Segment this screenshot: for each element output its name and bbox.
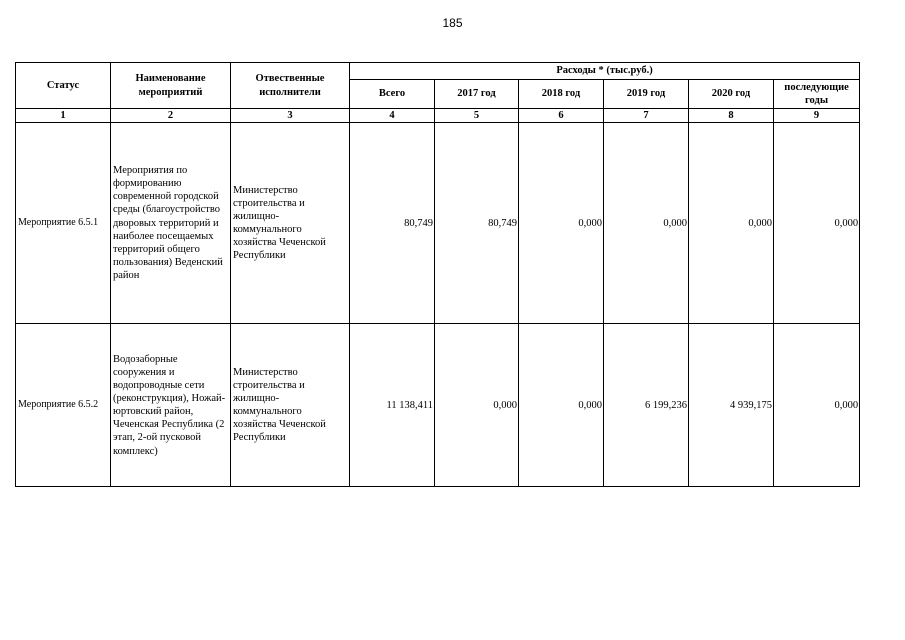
- row-total-value: 80,749: [350, 123, 435, 324]
- table-row: [16, 324, 860, 487]
- row-executor: Министерство строительства и жилищно-коммунального хозяйства Чеченской Республики: [231, 324, 350, 487]
- header-name: Наименование мероприятий: [111, 63, 231, 109]
- header-status: Статус: [16, 63, 111, 109]
- row-2017-value: 80,749: [435, 123, 519, 324]
- row-2019-value: 6 199,236: [604, 324, 689, 487]
- row-executor: Министерство строительства и жилищно-коммунального хозяйства Чеченской Республики: [231, 123, 350, 324]
- column-number: 5: [435, 109, 519, 123]
- row-2018-value: 0,000: [519, 324, 604, 487]
- expenses-table: [15, 62, 860, 487]
- row-later-years-value: 0,000: [774, 123, 860, 324]
- column-number-row: [16, 109, 860, 123]
- column-number: 4: [350, 109, 435, 123]
- row-status: Мероприятие 6.5.2: [16, 324, 111, 487]
- header-total: Всего: [350, 80, 435, 109]
- header-2019: 2019 год: [604, 80, 689, 109]
- column-number: 8: [689, 109, 774, 123]
- row-later-years-value: 0,000: [774, 324, 860, 487]
- header-2020: 2020 год: [689, 80, 774, 109]
- page-number: 185: [442, 16, 463, 30]
- row-2020-value: 0,000: [689, 123, 774, 324]
- column-number: 2: [111, 109, 231, 123]
- header-2017: 2017 год: [435, 80, 519, 109]
- header-2018: 2018 год: [519, 80, 604, 109]
- header-later-years: последующие годы: [774, 80, 860, 109]
- row-activity-name: Мероприятия по формированию современной городской среды (благоустройство дворовых территорий и наиболее посещаемых территорий общего пользования) Веденский район: [111, 123, 231, 324]
- header-expenses: Расходы * (тыс.руб.): [350, 63, 860, 80]
- row-2018-value: 0,000: [519, 123, 604, 324]
- row-2019-value: 0,000: [604, 123, 689, 324]
- row-2017-value: 0,000: [435, 324, 519, 487]
- row-2020-value: 4 939,175: [689, 324, 774, 487]
- column-number: 9: [774, 109, 860, 123]
- row-activity-name: Водозаборные сооружения и водопроводные сети (реконструкция), Ножай-юртовский район, Чеченская Республика (2 этап, 2-ой пусковой комплекс): [111, 324, 231, 487]
- row-total-value: 11 138,411: [350, 324, 435, 487]
- column-number: 3: [231, 109, 350, 123]
- column-number: 6: [519, 109, 604, 123]
- header-executors: Отвественные исполнители: [231, 63, 350, 109]
- column-number: 7: [604, 109, 689, 123]
- column-number: 1: [16, 109, 111, 123]
- row-status: Мероприятие 6.5.1: [16, 123, 111, 324]
- table-row: [16, 123, 860, 324]
- header-row-top: [16, 63, 860, 80]
